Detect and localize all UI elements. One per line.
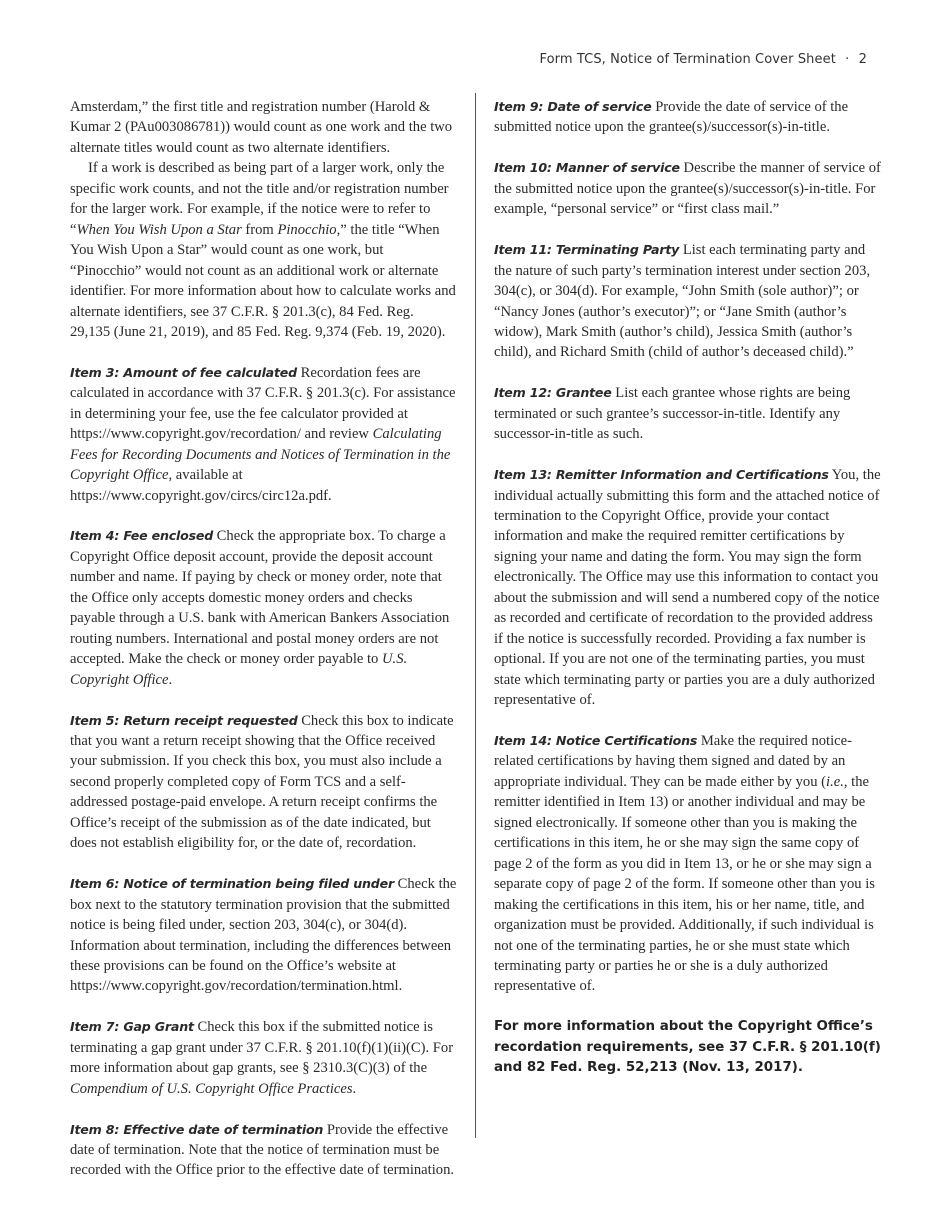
item-4-paragraph: Item 4: Fee enclosed Check the appropriate box. To charge a Copyright Office deposit account, provide the deposit account number and name. If paying by check or money order, note that the Office only accepts domestic money orders and checks payable through a U.S. bank with American Bankers Association routing numbers. International and postal money orders are not accepted. Make the check or money order payable to U.S. Copyright Office.: [70, 528, 450, 688]
item-4-label: Item 4: Fee enclosed: [70, 528, 214, 544]
item-10-label: Item 10: Manner of service: [494, 160, 680, 176]
item-14-label: Item 14: Notice Certifications: [494, 732, 698, 748]
item-5-paragraph: Item 5: Return receipt requested Check this box to indicate that you want a return receipt showing that the Office received your submission. If you check this box, you must also include a second properly completed copy of Form TCS and a self-addressed postage-paid envelope. A return receipt confirms the Office’s receipt of the submission as of the date indicated, but does not establish eligibility for, or the date of, recordation.: [70, 712, 454, 852]
item-8-paragraph: Item 8: Effective date of termination Provide the effective date of termination. Note that the notice of termination must be recorded with the Office prior to the effective date of termination.: [70, 1121, 455, 1179]
item-6-label: Item 6: Notice of termination being filed under: [70, 876, 394, 892]
item-8-label: Item 8: Effective date of termination: [70, 1121, 324, 1137]
page-number: 2: [858, 52, 867, 67]
header-separator: ·: [845, 52, 850, 67]
item-12-paragraph: Item 12: Grantee List each grantee whose rights are being terminated or such grantee’s successor-in-title. Identify any successor-in-title as such.: [494, 385, 851, 443]
right-column: [494, 97, 882, 1079]
item-9-paragraph: Item 9: Date of service Provide the date of service of the submitted notice upon the grantee(s)/successor(s)-in-title.: [494, 99, 849, 136]
item-11-label: Item 11: Terminating Party: [494, 242, 680, 258]
item-13-label: Item 13: Remitter Information and Certifications: [494, 467, 829, 483]
item-9-label: Item 9: Date of service: [494, 99, 652, 114]
item-7-paragraph: Item 7: Gap Grant Check this box if the submitted notice is terminating a gap grant under 37 C.F.R. § 201.10(f)(1)(ii)(C). For more information about gap grants, see § 2310.3(C)(3) of the Compendium of U.S. Copyright Office Practices.: [70, 1019, 454, 1097]
item-3-label: Item 3: Amount of fee calculated: [70, 364, 297, 380]
item-14-paragraph: Item 14: Notice Certifications Make the required notice-related certifications by having them signed and dated by an appropriate individual. They can be made either by you (i.e., the remitter identified in Item 13) or another individual and may be signed electronically. If someone other than you is making the certifications in this item, he or she may sign the same copy of page 2 of the form as you did in Item 13, or he or she may sign a separate copy of page 2 of the form. If someone other than you is making the certifications in this item, his or her name, title, and organization must be provided. Additionally, if such individual is not one of the terminating parties, he or she must state which terminating party or parties he or she is a duly authorized representative of.: [494, 732, 875, 995]
larger-work-paragraph: If a work is described as being part of a larger work, only the specific work counts, and not the title and/or registration number for the larger work. For example, if the notice were to refer to “When You Wish Upon a Star from Pinocchio,” the title “When You Wish Upon a Star” would count as one work, but “Pinocchio” would not count as an additional work or alternate identifier. For more information about how to calculate works and alternate identifiers, see 37 C.F.R. § 201.3(c), 84 Fed. Reg. 29,135 (June 21, 2019), and 85 Fed. Reg. 9,374 (Feb. 19, 2020).: [70, 160, 456, 340]
item-11-paragraph: Item 11: Terminating Party List each terminating party and the nature of such party’s termination interest under section 203, 304(c), or 304(d). For example, “John Smith (sole author)”; or “Nancy Jones (author’s executor)”; or “Jane Smith (author’s widow), Mark Smith (author’s child), Jessica Smith (author’s child), and Richard Smith (child of author’s deceased child).”: [494, 242, 871, 361]
item-13-paragraph: Item 13: Remitter Information and Certifications You, the individual actually submitting this form and the attached notice of termination to the Copyright Office, provide your contact information and make the required remitter certifications by signing your name and dating the form. You may sign the form electronically. The Office may use this information to contact you about the submission and will send a numbered copy of the notice as recorded and certificate of recordation to the provided address if the notice is successfully recorded. Providing a fax number is optional. If you are not one of the terminating parties, you must state which terminating party or parties you are a duly authorized representative of.: [494, 467, 881, 709]
item-10-paragraph: Item 10: Manner of service Describe the manner of service of the submitted notice upon the grantee(s)/successor(s)-in-title. For example, “personal service” or “first class mail.”: [494, 160, 881, 218]
item-3-paragraph: Item 3: Amount of fee calculated Recordation fees are calculated in accordance with 37 C.F.R. § 201.3(c). For assistance in determining your fee, use the fee calculator provided at https://www.copyright.gov/recordation/ and review Calculating Fees for Recording Documents and Notices of Termination in the Copyright Office, available at https://www.copyright.gov/circs/circ12a.pdf.: [70, 364, 456, 504]
column-divider: [475, 93, 476, 1138]
item-6-paragraph: Item 6: Notice of termination being filed under Check the box next to the statutory termination provision that the submitted notice is being filed under, section 203, 304(c), or 304(d). Information about termination, including the differences between these provisions can be found on the Office’s website at https://www.copyright.gov/recordation/termination.html.: [70, 876, 457, 995]
left-column: [70, 97, 457, 1201]
header-title: Form TCS, Notice of Termination Cover Sheet: [539, 52, 836, 67]
page-header: [539, 52, 867, 67]
item-12-label: Item 12: Grantee: [494, 385, 612, 401]
more-information-note: For more information about the Copyright Office’s recordation requirements, see 37 C.F.R. § 201.10(f) and 82 Fed. Reg. 52,213 (Nov. 13, 2017).: [494, 1019, 881, 1076]
item-7-label: Item 7: Gap Grant: [70, 1019, 194, 1035]
item-5-label: Item 5: Return receipt requested: [70, 712, 298, 728]
continued-paragraph: Amsterdam,” the first title and registration number (Harold & Kumar 2 (PAu003086781)) would count as one work and the two alternate titles would count as two alternate identifiers.: [70, 99, 453, 156]
